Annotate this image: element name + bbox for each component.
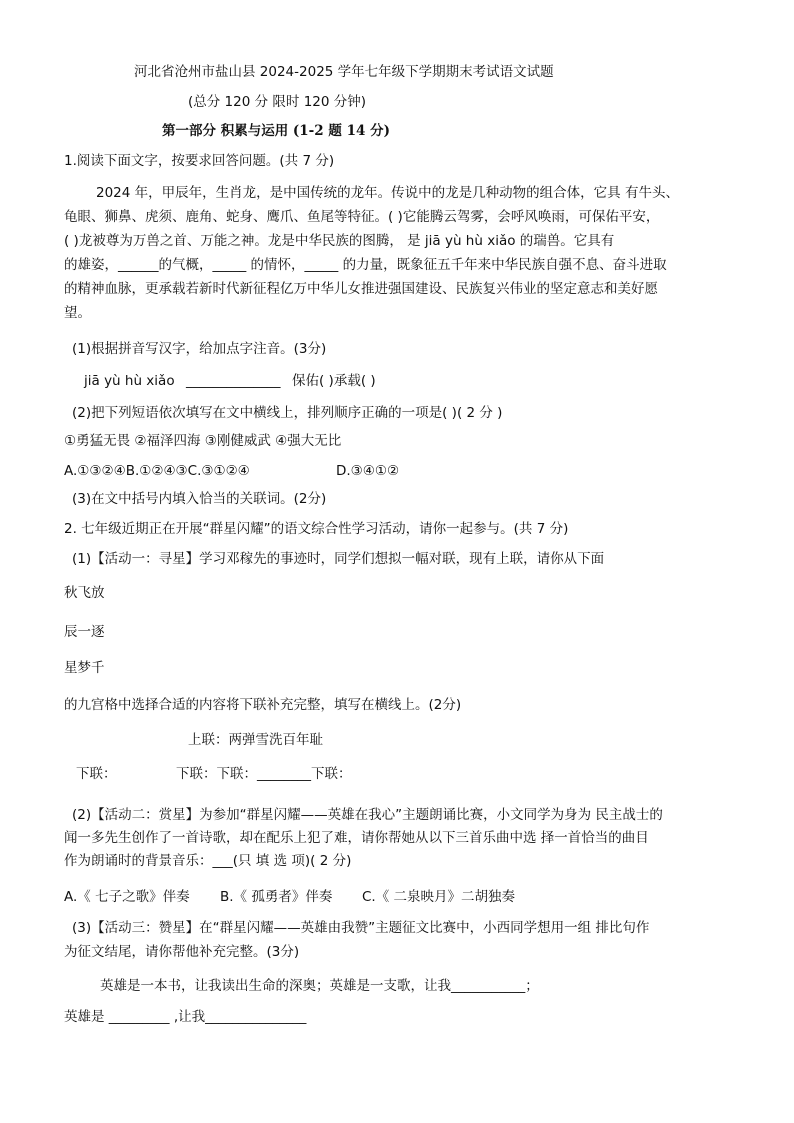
music-option-c: C.《 二泉映月》二胡独奏	[362, 889, 516, 905]
q2-act3-line: 英雄是一本书，让我读出生命的深奥；英雄是一支歌，让我___________；	[100, 978, 539, 994]
q2-grid-row: 辰一逐	[64, 624, 105, 640]
q2-act1-cont: 的九宫格中选择合适的内容将下联补充完整，填写在横线上。(2分)	[64, 697, 462, 713]
q2-act2-line: 作为朗诵时的背景音乐：___(只 填 选 项)( 2 分)	[64, 853, 352, 869]
q2-act1-stem: (1)【活动一：寻星】学习邓稼先的事迹时，同学们想拟一幅对联，现有上联，请你从下面	[72, 551, 605, 567]
q1-passage-line: 龟眼、狮鼻、虎须、鹿角、蛇身、鹰爪、鱼尾等特征。( )它能腾云驾雾，会呼风唤雨，可保佑平安，	[64, 209, 660, 225]
q1-sub2-options-abc: A.①③②④B.①②④③C.③①②④	[64, 463, 250, 479]
q2-act3-line: 英雄是 _________ ,让我_______________	[64, 1009, 307, 1025]
q1-sub2-stem: (2)把下列短语依次填写在文中横线上，排列顺序正确的一项是( )( 2 分 )	[72, 405, 503, 421]
exam-title: 河北省沧州市盐山县 2024-2025 学年七年级下学期期末考试语文试题	[134, 64, 554, 80]
q1-passage-line: 望。	[64, 305, 91, 321]
q1-sub1-stem: (1)根据拼音写汉字，给加点字注音。(3分)	[72, 341, 327, 357]
couplet-lower-label: 下联：	[76, 766, 117, 782]
couplet-lower-repeat: 下联：下联：________下联：	[176, 766, 352, 782]
q1-sub1-blank[interactable]: ______________	[186, 373, 281, 389]
q2-grid-row: 秋飞放	[64, 585, 105, 601]
exam-subtitle: (总分 120 分 限时 120 分钟)	[188, 94, 367, 110]
q1-passage-line: 的精神血脉，更承载若新时代新征程亿万中华儿女推进强国建设、民族复兴伟业的坚定意志和美好愿	[64, 281, 658, 297]
q2-stem: 2. 七年级近期正在开展“群星闪耀”的语文综合性学习活动，请你一起参与。(共 7 分)	[64, 521, 569, 537]
q1-passage-line: ( )龙被尊为万兽之首、万能之神。龙是中华民族的图腾， 是 jiā yù hù xiǎo 的瑞兽。它具有	[64, 233, 615, 249]
q2-act3-line: (3)【活动三：赞星】在“群星闪耀——英雄由我赞”主题征文比赛中，小西同学想用一组 排比句作	[72, 920, 650, 936]
q2-grid-row: 星梦千	[64, 660, 105, 676]
couplet-upper: 上联：两弹雪洗百年耻	[188, 732, 323, 748]
q1-sub1-items: 保佑( )承载( )	[292, 373, 376, 389]
q2-act2-line: 闻一多先生创作了一首诗歌，却在配乐上犯了难，请你帮她从以下三首乐曲中选 择一首恰当的曲目	[64, 830, 649, 846]
q2-act2-line: (2)【活动二：赏星】为参加“群星闪耀——英雄在我心”主题朗诵比赛，小文同学为身为 民主战士的	[72, 807, 663, 823]
q1-sub2-option-d: D.③④①②	[336, 463, 400, 479]
q1-passage-line: 2024 年，甲辰年，生肖龙，是中国传统的龙年。传说中的龙是几种动物的组合体，它具 有牛头、	[96, 185, 679, 201]
part-heading: 第一部分 积累与运用 (1-2 题 14 分)	[162, 123, 390, 139]
q1-stem: 1.阅读下面文字，按要求回答问题。(共 7 分)	[64, 153, 335, 169]
q2-act3-line: 为征文结尾，请你帮他补充完整。(3分)	[64, 944, 300, 960]
q1-sub2-phrases: ①勇猛无畏 ②福泽四海 ③刚健威武 ④强大无比	[64, 433, 342, 449]
q1-sub1-pinyin: jiā yù hù xiǎo	[84, 373, 175, 389]
q1-sub3-stem: (3)在文中括号内填入恰当的关联词。(2分)	[72, 491, 327, 507]
music-option-b: B.《 孤勇者》伴奏	[220, 889, 333, 905]
music-option-a: A.《 七子之歌》伴奏	[64, 889, 190, 905]
q1-passage-line: 的雄姿，______的气概，_____ 的情怀，_____ 的力量，既象征五千年来中华民族自强不息、奋斗进取	[64, 257, 667, 273]
